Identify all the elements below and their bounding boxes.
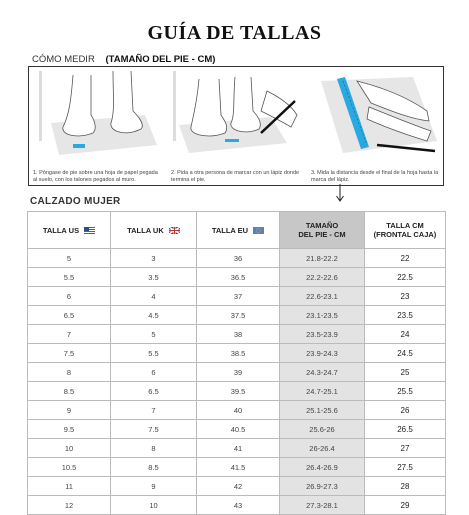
foot-length-cell: 26-26.4: [280, 439, 365, 458]
eu-size-cell: 40.5: [197, 420, 280, 439]
uk-size-cell: 5: [111, 325, 197, 344]
size-table-header-row: [28, 212, 446, 249]
cm-size-cell: 25: [365, 363, 446, 382]
foot-length-cell: 25.6-26: [280, 420, 365, 439]
how-to-measure-label: CÓMO MEDIR: [32, 54, 95, 65]
cm-size-cell: 28: [365, 477, 446, 496]
table-row: [28, 401, 446, 420]
step-1-caption: 1. Póngase de pie sobre una hoja de papel pegada al suelo, con los talones pegados al muro.: [33, 170, 158, 183]
table-row: [28, 439, 446, 458]
us-size-cell: 10.5: [28, 458, 111, 477]
eu-flag-icon: [253, 227, 264, 234]
how-to-measure-heading: [32, 54, 215, 65]
cm-size-cell: 25.5: [365, 382, 446, 401]
eu-size-cell: 36.5: [197, 268, 280, 287]
cm-size-cell: 26.5: [365, 420, 446, 439]
us-size-cell: 8: [28, 363, 111, 382]
foot-length-cell: 25.1-25.6: [280, 401, 365, 420]
how-to-measure-panel: [28, 66, 444, 186]
header-cm-size-line2: (FRONTAL CAJA): [373, 230, 437, 239]
size-table-body: [28, 249, 446, 515]
eu-size-cell: 41.5: [197, 458, 280, 477]
foot-length-cell: 22.6-23.1: [280, 287, 365, 306]
uk-size-cell: 8: [111, 439, 197, 458]
us-size-cell: 11: [28, 477, 111, 496]
table-row: [28, 249, 446, 268]
us-size-cell: 7.5: [28, 344, 111, 363]
foot-length-cell: 26.4-26.9: [280, 458, 365, 477]
us-size-cell: 9: [28, 401, 111, 420]
uk-size-cell: 4.5: [111, 306, 197, 325]
uk-size-cell: 4: [111, 287, 197, 306]
page-title: GUÍA DE TALLAS: [147, 22, 322, 44]
header-foot-length: [280, 212, 365, 249]
section-title: CALZADO MUJER: [30, 196, 121, 207]
table-row: [28, 344, 446, 363]
cm-size-cell: 22: [365, 249, 446, 268]
table-row: [28, 496, 446, 515]
table-row: [28, 287, 446, 306]
foot-length-cell: 21.8-22.2: [280, 249, 365, 268]
table-row: [28, 458, 446, 477]
header-foot-length-line2: DEL PIE - CM: [298, 230, 346, 239]
cm-size-cell: 24.5: [365, 344, 446, 363]
header-eu-size: [197, 212, 280, 249]
eu-size-cell: 39.5: [197, 382, 280, 401]
foot-length-cell: 24.3-24.7: [280, 363, 365, 382]
header-us-size: [28, 212, 111, 249]
uk-size-cell: 6: [111, 363, 197, 382]
eu-size-cell: 39: [197, 363, 280, 382]
cm-size-cell: 27: [365, 439, 446, 458]
foot-length-cell: 23.5-23.9: [280, 325, 365, 344]
step-3-caption: 3. Mida la distancia desde el final de la hoja hasta la marca del lápiz.: [311, 170, 439, 183]
us-size-cell: 12: [28, 496, 111, 515]
uk-size-cell: 9: [111, 477, 197, 496]
tape-measure-illustration: [317, 71, 441, 157]
eu-size-cell: 43: [197, 496, 280, 515]
cm-size-cell: 23.5: [365, 306, 446, 325]
uk-size-cell: 5.5: [111, 344, 197, 363]
foot-length-cell: 23.1-23.5: [280, 306, 365, 325]
uk-size-cell: 6.5: [111, 382, 197, 401]
uk-size-cell: 3.5: [111, 268, 197, 287]
cm-size-cell: 26: [365, 401, 446, 420]
us-size-cell: 6.5: [28, 306, 111, 325]
uk-size-cell: 3: [111, 249, 197, 268]
step-2-caption: 2. Pida a otra persona de marcar con un lápiz donde termina el pie.: [171, 170, 300, 183]
eu-size-cell: 36: [197, 249, 280, 268]
header-uk-size: [111, 212, 197, 249]
eu-size-cell: 38.5: [197, 344, 280, 363]
uk-size-cell: 10: [111, 496, 197, 515]
table-row: [28, 325, 446, 344]
size-table: [27, 211, 446, 515]
us-size-cell: 10: [28, 439, 111, 458]
pencil-marking-illustration: [169, 71, 301, 157]
uk-size-cell: 7: [111, 401, 197, 420]
cm-size-cell: 27.5: [365, 458, 446, 477]
eu-size-cell: 38: [197, 325, 280, 344]
table-row: [28, 382, 446, 401]
header-cm-size: [365, 212, 446, 249]
feet-on-paper-illustration: [33, 71, 161, 157]
us-size-cell: 7: [28, 325, 111, 344]
eu-size-cell: 37.5: [197, 306, 280, 325]
header-eu-label: TALLA EU: [211, 225, 249, 235]
header-us-label: TALLA US: [42, 225, 80, 235]
us-size-cell: 8.5: [28, 382, 111, 401]
table-row: [28, 268, 446, 287]
eu-size-cell: 40: [197, 401, 280, 420]
uk-flag-icon: [169, 227, 180, 234]
uk-size-cell: 8.5: [111, 458, 197, 477]
cm-size-cell: 24: [365, 325, 446, 344]
how-to-measure-sublabel: (TAMAÑO DEL PIE - CM): [105, 54, 216, 65]
us-flag-icon: [84, 227, 95, 234]
foot-length-cell: 26.9-27.3: [280, 477, 365, 496]
foot-length-cell: 22.2-22.6: [280, 268, 365, 287]
header-cm-size-line1: TALLA CM: [386, 221, 424, 230]
cm-size-cell: 29: [365, 496, 446, 515]
eu-size-cell: 41: [197, 439, 280, 458]
us-size-cell: 5: [28, 249, 111, 268]
foot-length-cell: 27.3-28.1: [280, 496, 365, 515]
us-size-cell: 9.5: [28, 420, 111, 439]
foot-length-cell: 24.7-25.1: [280, 382, 365, 401]
header-foot-length-line1: TAMAÑO: [305, 221, 339, 230]
arrow-down-icon: [335, 184, 345, 204]
us-size-cell: 6: [28, 287, 111, 306]
table-row: [28, 363, 446, 382]
uk-size-cell: 7.5: [111, 420, 197, 439]
table-row: [28, 477, 446, 496]
us-size-cell: 5.5: [28, 268, 111, 287]
eu-size-cell: 37: [197, 287, 280, 306]
cm-size-cell: 22.5: [365, 268, 446, 287]
eu-size-cell: 42: [197, 477, 280, 496]
table-row: [28, 306, 446, 325]
cm-size-cell: 23: [365, 287, 446, 306]
foot-length-cell: 23.9-24.3: [280, 344, 365, 363]
table-row: [28, 420, 446, 439]
header-uk-label: TALLA UK: [127, 225, 164, 235]
